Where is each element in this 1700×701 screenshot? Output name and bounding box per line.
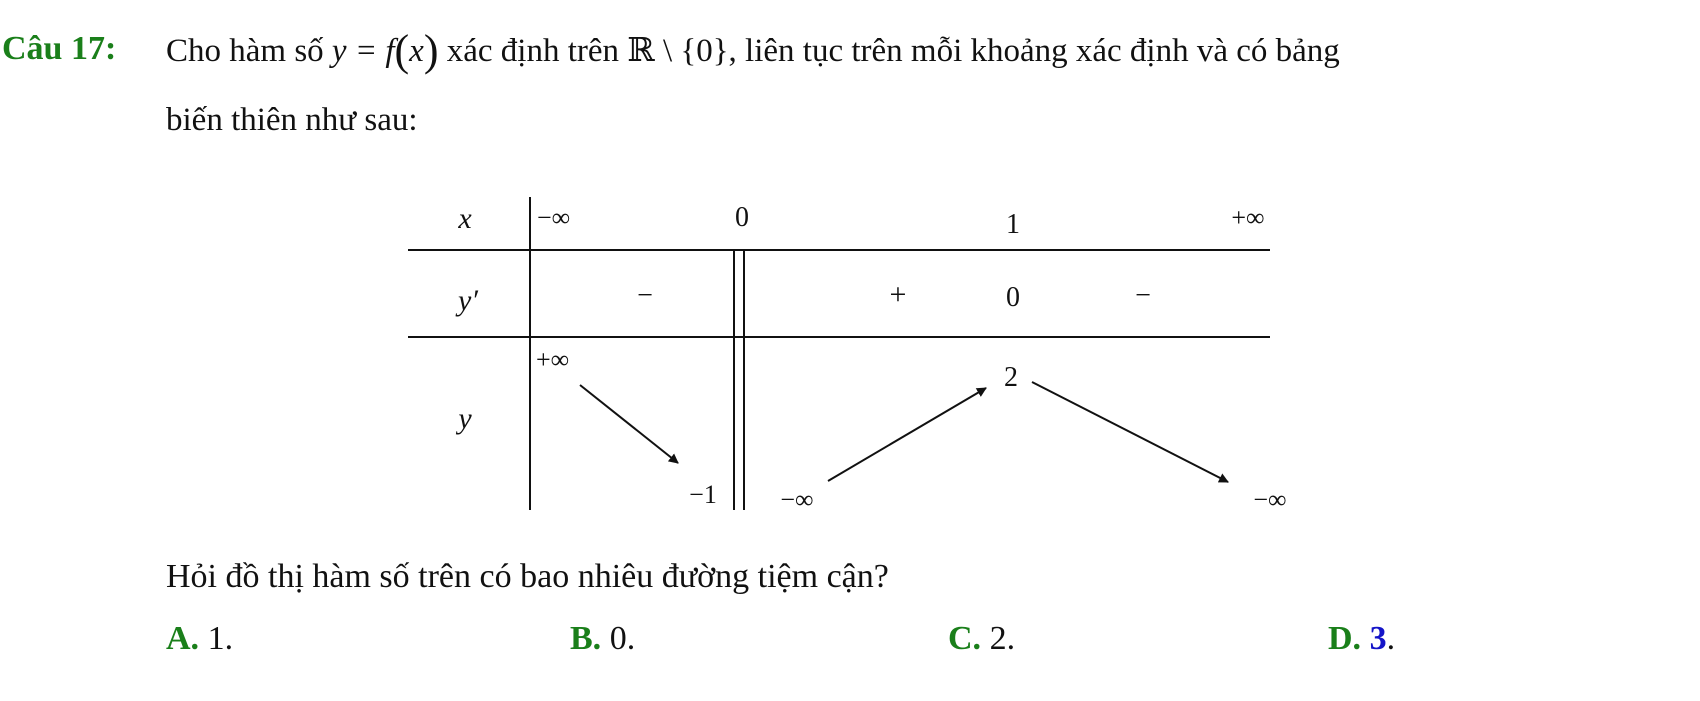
intro-text-a: Cho hàm số bbox=[166, 33, 324, 69]
option-d-value: 3 bbox=[1369, 620, 1387, 657]
row-label-y-prime: y′ bbox=[458, 284, 478, 317]
row-label-y: y bbox=[458, 402, 472, 435]
question-prompt: Hỏi đồ thị hàm số trên có bao nhiêu đường tiệm cận? bbox=[166, 558, 889, 595]
y-prime-sign-minus-right: − bbox=[1135, 280, 1151, 311]
x-value-neg-inf: −∞ bbox=[537, 203, 571, 232]
arrow-increasing-middle bbox=[828, 388, 986, 481]
y-prime-zero: 0 bbox=[1006, 282, 1020, 313]
arrow-decreasing-right bbox=[1032, 382, 1228, 482]
option-a[interactable] bbox=[166, 620, 233, 658]
intro-text-c: , liên tục trên mỗi khoảng xác định và có bảng bbox=[728, 33, 1340, 69]
question-label: Câu 17: bbox=[2, 30, 117, 67]
option-c[interactable] bbox=[948, 620, 1015, 658]
domain-set: ℝ \ {0} bbox=[627, 33, 729, 69]
question-line-2: biến thiên như sau: bbox=[166, 102, 418, 138]
option-c-letter: C. bbox=[948, 620, 982, 657]
y-value-peak: 2 bbox=[1004, 362, 1018, 393]
y-value-right-bottom: −∞ bbox=[1253, 485, 1287, 514]
row-label-x: x bbox=[458, 202, 472, 235]
x-value-one: 1 bbox=[1006, 209, 1020, 240]
paren-close: ) bbox=[423, 26, 439, 75]
option-d-letter: D. bbox=[1328, 620, 1362, 657]
option-d-suffix: . bbox=[1386, 620, 1396, 657]
y-prime-sign-plus: + bbox=[889, 278, 907, 311]
x-value-zero: 0 bbox=[735, 202, 749, 233]
paren-open: ( bbox=[394, 26, 410, 75]
y-value-mid-bottom: −∞ bbox=[780, 485, 814, 514]
function-name: y = f bbox=[331, 33, 395, 69]
option-a-letter: A. bbox=[166, 620, 200, 657]
y-prime-sign-minus-left: − bbox=[637, 280, 653, 311]
x-value-pos-inf: +∞ bbox=[1231, 203, 1265, 232]
option-b-letter: B. bbox=[570, 620, 602, 657]
option-a-value: 1. bbox=[207, 620, 234, 657]
arrow-decreasing-left bbox=[580, 385, 678, 463]
option-b[interactable] bbox=[570, 620, 635, 658]
option-c-value: 2. bbox=[989, 620, 1016, 657]
y-value-left-top: +∞ bbox=[536, 345, 570, 374]
function-arg: x bbox=[409, 33, 424, 69]
intro-text-b: xác định trên bbox=[446, 33, 620, 69]
y-value-left-bottom: −1 bbox=[689, 480, 717, 509]
option-d[interactable] bbox=[1328, 620, 1395, 658]
option-b-value: 0. bbox=[609, 620, 636, 657]
